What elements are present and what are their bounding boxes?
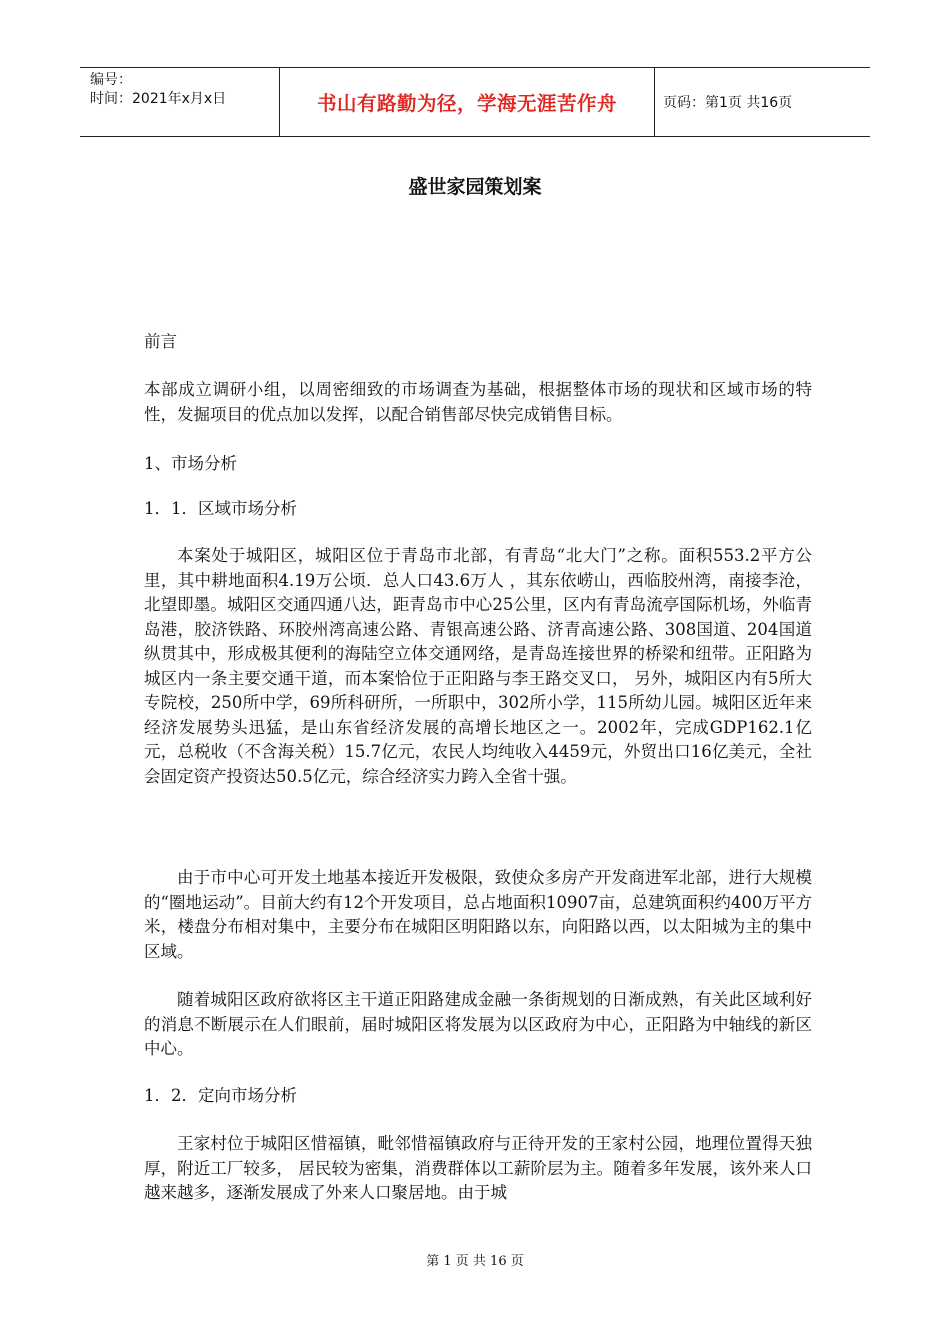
preface-heading: 前言 — [144, 332, 177, 351]
header-info-cell — [80, 68, 280, 136]
section-heading-regional-market: 1．1．区域市场分析 — [144, 499, 297, 518]
document-time-label: 时间：2021年x月x日 — [90, 91, 227, 107]
paragraph-regional-overview: 本案处于城阳区，城阳区位于青岛市北部，有青岛“北大门”之称。面积553.2平方公里，其中耕地面积4.19万公顷．总人口43.6万人 ，其东依崂山，西临胶州湾，南接李沧，北望即墨。城阳区交通四通八达，距青岛市中心25公里，区内有青岛流亭国际机场，外临青岛港，胶济铁路、环胶州湾高速公路、青银高速公路、济青高速公路、308国道、204国道纵贯其中，形成极其便利的海陆空立体交通网络，是青岛连接世界的桥梁和纽带。正阳路为城区内一条主要交通干道，而本案恰位于正阳路与李王路交叉口， 另外，城阳区内有5所大专院校，250所中学，69所科研所，一所职中，302所小学，115所幼儿园。城阳区近年来经济发展势头迅猛，是山东省经济发展的高增长地区之一。2002年，完成GDP162.1亿元，总税收（不含海关税）15.7亿元，农民人均纯收入4459元，外贸出口16亿美元，全社会固定资产投资达50.5亿元，综合经济实力跨入全省十强。 — [144, 546, 812, 786]
section-heading-target-market: 1．2．定向市场分析 — [144, 1086, 297, 1105]
preface-paragraph: 本部成立调研小组，以周密细致的市场调查为基础，根据整体市场的现状和区域市场的特性，发掘项目的优点加以发挥，以配合销售部尽快完成销售目标。 — [144, 380, 812, 424]
paragraph-financial-street: 随着城阳区政府欲将区主干道正阳路建成金融一条街规划的日渐成熟，有关此区域利好的消息不断展示在人们眼前，届时城阳区将发展为以区政府为中心，正阳路为中轴线的新区中心。 — [144, 990, 812, 1058]
section-heading-market-analysis: 1、市场分析 — [144, 454, 237, 473]
document-number-label: 编号： — [90, 72, 132, 88]
page-footer: 第 1 页 共 16 页 — [426, 1254, 524, 1269]
paragraph-land-development: 由于市中心可开发土地基本接近开发极限，致使众多房产开发商进军北部，进行大规模的“圈地运动”。目前大约有12个开发项目，总占地面积10907亩，总建筑面积约400万平方米，楼盘分布相对集中，主要分布在城阳区明阳路以东，向阳路以西，以太阳城为主的集中区域。 — [144, 868, 812, 961]
paragraph-wangjia-village: 王家村位于城阳区惜福镇，毗邻惜福镇政府与正待开发的王家村公园，地理位置得天独厚，附近工厂较多， 居民较为密集，消费群体以工薪阶层为主。随着多年发展，该外来人口越来越多，逐渐发展成了外来人口聚居地。由于城 — [144, 1134, 812, 1202]
document-title: 盛世家园策划案 — [408, 176, 542, 198]
header-table — [80, 67, 870, 137]
header-page-label: 页码：第1页 共16页 — [663, 95, 793, 111]
header-motto: 书山有路勤为径，学海无涯苦作舟 — [280, 68, 655, 136]
